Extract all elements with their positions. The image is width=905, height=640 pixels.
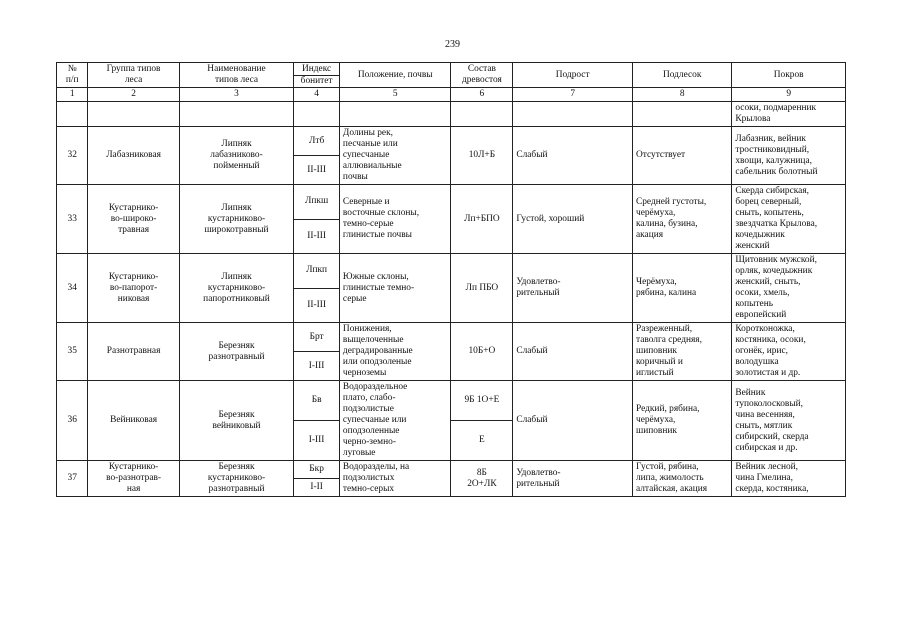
composition-cell (451, 127, 513, 185)
cell-line: 8Б (476, 467, 487, 478)
composition-cell (451, 323, 513, 381)
row-number-cell: 35 (57, 323, 88, 381)
cell-line: Березняк (218, 462, 255, 472)
forest-name-cell (179, 323, 294, 381)
cell-line: скерда, костяника, (735, 484, 809, 494)
cell-line: плато, слабо- (342, 393, 396, 403)
header-name: Наименование типов леса (179, 63, 294, 88)
cell-line: Щитовник мужской, (735, 255, 817, 265)
cell-line: огонёк, ирис, (735, 346, 788, 356)
cell-line: алтайская, акация (635, 484, 708, 494)
cell-line: или оподзоленые (342, 357, 412, 367)
row-number-cell: 34 (57, 254, 88, 323)
column-number: 6 (451, 88, 513, 102)
column-number: 3 (179, 88, 294, 102)
header-row (57, 63, 846, 88)
forest-name-cell (179, 381, 294, 461)
cell-line: Слабый (516, 415, 548, 425)
table-row (57, 254, 846, 289)
cell-line: женский (735, 241, 770, 251)
cell-line: кустарниково- (207, 213, 266, 224)
cell-line: Северные и (342, 197, 390, 207)
cell-line: Лп ПБО (465, 282, 499, 293)
cell-line: лабазниково- (210, 150, 263, 160)
cell-line: 2О+ЛК (467, 478, 497, 489)
cell-line: сабельник болотный (735, 166, 818, 177)
undergrowth-cell (513, 254, 633, 323)
cell-line: Вейниковая (110, 415, 158, 425)
cell-line: Липняк (221, 271, 252, 282)
cell-line: Лп+БПО (464, 213, 500, 224)
composition-cell (451, 461, 513, 497)
cell-line: никовая (117, 293, 150, 304)
table-row (57, 185, 846, 220)
column-number: 5 (339, 88, 451, 102)
forest-types-table (56, 62, 846, 497)
cell-line: травная (118, 224, 150, 235)
cell-line: сибирская и др. (735, 442, 798, 453)
cell-line: восточные склоны, (342, 208, 420, 218)
cell-line: Коротконожка, (735, 324, 795, 334)
cell-line: Долины рек, (342, 128, 393, 138)
header-underbrush: Подлесок (632, 63, 731, 88)
position-cell (339, 254, 451, 323)
row-number-cell: 37 (57, 461, 88, 497)
cell-line: аллювиальные (342, 161, 402, 171)
header-no: № п/п (57, 63, 88, 88)
cell-line: кочедыжник (735, 230, 785, 240)
cell-line: Отсутствует (635, 150, 686, 160)
cell-line: Крылова (735, 114, 771, 124)
cell-line: Водоразделы, на (342, 462, 410, 472)
header-position: Положение, почвы (339, 63, 451, 88)
row-number-cell: 33 (57, 185, 88, 254)
cell-line: осоки, подмаренник (735, 103, 817, 113)
cell-line: Разнотравная (106, 346, 161, 356)
index-cell: Бв (294, 381, 340, 421)
column-numbers-row (57, 88, 846, 102)
index-cell: Лтб (294, 127, 340, 156)
row-number-cell: 36 (57, 381, 88, 461)
cell-line: песчаные или (342, 139, 398, 149)
bonitet-cell: I-III (294, 421, 340, 461)
cell-line: разнотравный (208, 351, 265, 362)
cell-line: ная (126, 484, 141, 494)
cell-line: деградированные (342, 346, 413, 356)
cover-cell (732, 127, 846, 185)
header-index: Индекс бонитет (294, 63, 340, 88)
cell-line: володушка (735, 357, 779, 367)
cell-line: луговые (342, 448, 376, 458)
cell-line: акация (635, 230, 664, 240)
underbrush-cell (632, 323, 731, 381)
cell-line: Липняк (221, 202, 252, 213)
index-cell: Бкр (294, 461, 340, 479)
cell-line: супесчаные или (342, 415, 407, 425)
cell-line: глинистые почвы (342, 230, 412, 240)
cell-line: калина, бузина, (635, 219, 698, 229)
underbrush-cell (632, 127, 731, 185)
cell-line: рябина, калина (635, 288, 697, 298)
cell-line: Кустарнико- (108, 271, 159, 282)
group-cell (88, 127, 179, 185)
cell-line: черно-земно- (342, 437, 396, 447)
cell-line: черноземы (342, 368, 387, 378)
underbrush-cell (632, 254, 731, 323)
cell-line: Березняк (218, 409, 255, 420)
group-cell (88, 254, 179, 323)
column-number: 2 (88, 88, 179, 102)
group-cell (88, 185, 179, 254)
cell-line: Лабазниковая (106, 150, 161, 160)
cell-line: подзолистые (342, 404, 394, 414)
cell-line: Липняк (221, 139, 252, 149)
cell-line: иглистый (635, 368, 674, 378)
cell-line: липа, жимолость (635, 473, 704, 483)
cell-line: хвощи, калужница, (735, 155, 812, 166)
bonitet-cell: II-III (294, 288, 340, 323)
composition-top-cell: 9Б 1О+Е (451, 381, 513, 421)
cell-line: рительный (516, 288, 560, 298)
cover-cell (732, 323, 846, 381)
table-row (57, 127, 846, 156)
column-number: 8 (632, 88, 731, 102)
position-cell (339, 185, 451, 254)
cell-line: копытень (735, 299, 773, 309)
forest-name-cell (179, 185, 294, 254)
cell-line: папоротниковый (203, 293, 270, 304)
group-cell (88, 461, 179, 497)
group-cell (88, 381, 179, 461)
cell-line: таволга средняя, (635, 335, 702, 345)
cell-line: звездчатка Крылова, (735, 219, 818, 229)
cell-line: кустарниково- (207, 282, 266, 293)
undergrowth-cell (513, 127, 633, 185)
cell-line: золотистая и др. (735, 368, 801, 378)
cell-line: тростниковидный, (735, 144, 810, 155)
cell-line: сныть, копытень, (735, 208, 804, 218)
cover-cell (732, 461, 846, 497)
forest-name-cell (179, 254, 294, 323)
index-cell: Лпкп (294, 254, 340, 289)
forest-name-cell (179, 461, 294, 497)
undergrowth-cell (513, 461, 633, 497)
composition-cell (451, 254, 513, 323)
forest-name-cell (179, 127, 294, 185)
page-number: 239 (445, 39, 460, 50)
table-row (57, 461, 846, 479)
cell-line: вейниковый (212, 420, 261, 431)
header-undergrowth: Подрост (513, 63, 633, 88)
cell-line: Южные склоны, (342, 271, 409, 282)
bonitet-cell: II-III (294, 219, 340, 254)
cell-line: широкотравный (204, 224, 269, 235)
cell-line: подзолистых (342, 473, 395, 483)
cell-line: Вейник лесной, (735, 462, 799, 472)
cell-line: Густой, хороший (516, 213, 585, 224)
cell-line: Слабый (516, 346, 548, 356)
underbrush-cell (632, 381, 731, 461)
bonitet-cell: I-III (294, 352, 340, 381)
index-cell: Лпкш (294, 185, 340, 220)
cell-line: во-широко- (110, 213, 157, 224)
cell-line: оподзоленные (342, 426, 400, 436)
cell-line: 10Б+О (468, 346, 496, 356)
underbrush-cell (632, 461, 731, 497)
cell-line: европейский (735, 310, 787, 320)
header-group: Группа типов леса (88, 63, 179, 88)
header-cover: Покров (732, 63, 846, 88)
undergrowth-cell (513, 185, 633, 254)
cover-cell (732, 185, 846, 254)
cell-line: серые (342, 293, 367, 304)
cell-line: Е (479, 435, 485, 445)
column-number: 7 (513, 88, 633, 102)
cell-line: супесчаные (342, 150, 390, 160)
cell-line: костяника, осоки, (735, 335, 806, 345)
cell-line: Густой, рябина, (635, 462, 699, 472)
cell-line: темно-серые (342, 219, 394, 229)
cell-line: сныть, мятлик (735, 420, 793, 431)
cell-line: черёмуха, (635, 415, 676, 425)
cell-line: Редкий, рябина, (635, 404, 700, 414)
cell-line: 10Л+Б (468, 150, 496, 160)
cell-line: Водораздельное (342, 382, 408, 392)
cell-line: Кустарнико- (108, 202, 159, 213)
cell-line: орляк, кочедыжник (735, 266, 813, 276)
cell-line: чина весенняя, (735, 409, 795, 420)
cell-line: Лабазник, вейник (735, 133, 806, 144)
position-cell (339, 381, 451, 461)
cell-line: глинистые темно- (342, 282, 415, 293)
undergrowth-cell (513, 381, 633, 461)
cell-line: коричный и (635, 357, 683, 367)
column-number: 4 (294, 88, 340, 102)
cell-line: шиповник (635, 346, 677, 356)
cell-line: почвы (342, 172, 368, 182)
cell-line: Удовлетво- (516, 277, 561, 287)
cell-line: черёмуха, (635, 208, 676, 218)
table-row (57, 323, 846, 352)
cell-line: сибирский, скерда (735, 431, 809, 442)
cell-line: Понижения, (342, 324, 392, 334)
underbrush-cell (632, 185, 731, 254)
composition-cell (451, 421, 513, 461)
cell-line: Кустарнико- (108, 462, 159, 472)
position-cell (339, 461, 451, 497)
group-cell (88, 323, 179, 381)
column-number: 9 (732, 88, 846, 102)
cover-cell (732, 381, 846, 461)
row-number-cell: 32 (57, 127, 88, 185)
cell-line: осоки, хмель, (735, 288, 790, 298)
cover-cell (732, 102, 846, 127)
cell-line: Удовлетво- (516, 467, 561, 478)
cell-line: женский, сныть, (735, 277, 801, 287)
position-cell (339, 323, 451, 381)
cell-line: разнотравный (208, 484, 265, 494)
cell-line: Скерда сибирская, (735, 186, 809, 196)
cell-line: во-папорот- (109, 282, 158, 293)
cell-line: Слабый (516, 150, 548, 160)
cell-line: во-разнотрав- (106, 473, 162, 483)
cell-line: Березняк (218, 340, 255, 351)
cell-line: темно-серых (342, 484, 395, 494)
bonitet-cell: II-III (294, 156, 340, 185)
cell-line: Разреженный, (635, 324, 693, 334)
cell-line: пойменный (213, 161, 260, 171)
cell-line: кустарниково- (207, 473, 266, 483)
header-composition: Состав древостоя (451, 63, 513, 88)
bonitet-cell: I-II (294, 479, 340, 497)
cell-line: выщелоченные (342, 335, 404, 345)
composition-cell (451, 185, 513, 254)
cell-line: борец северный, (735, 197, 802, 207)
cell-line: Вейник (735, 387, 766, 398)
index-cell: Брт (294, 323, 340, 352)
undergrowth-cell (513, 323, 633, 381)
continuation-row (57, 102, 846, 127)
table-row (57, 381, 846, 421)
cell-line: тупоколосковый, (735, 398, 803, 409)
column-number: 1 (57, 88, 88, 102)
cell-line: чина Гмелина, (735, 473, 793, 483)
cover-cell (732, 254, 846, 323)
cell-line: рительный (516, 478, 560, 489)
position-cell (339, 127, 451, 185)
cell-line: Черёмуха, (635, 277, 677, 287)
cell-line: Средней густоты, (635, 197, 707, 207)
cell-line: шиповник (635, 426, 677, 436)
